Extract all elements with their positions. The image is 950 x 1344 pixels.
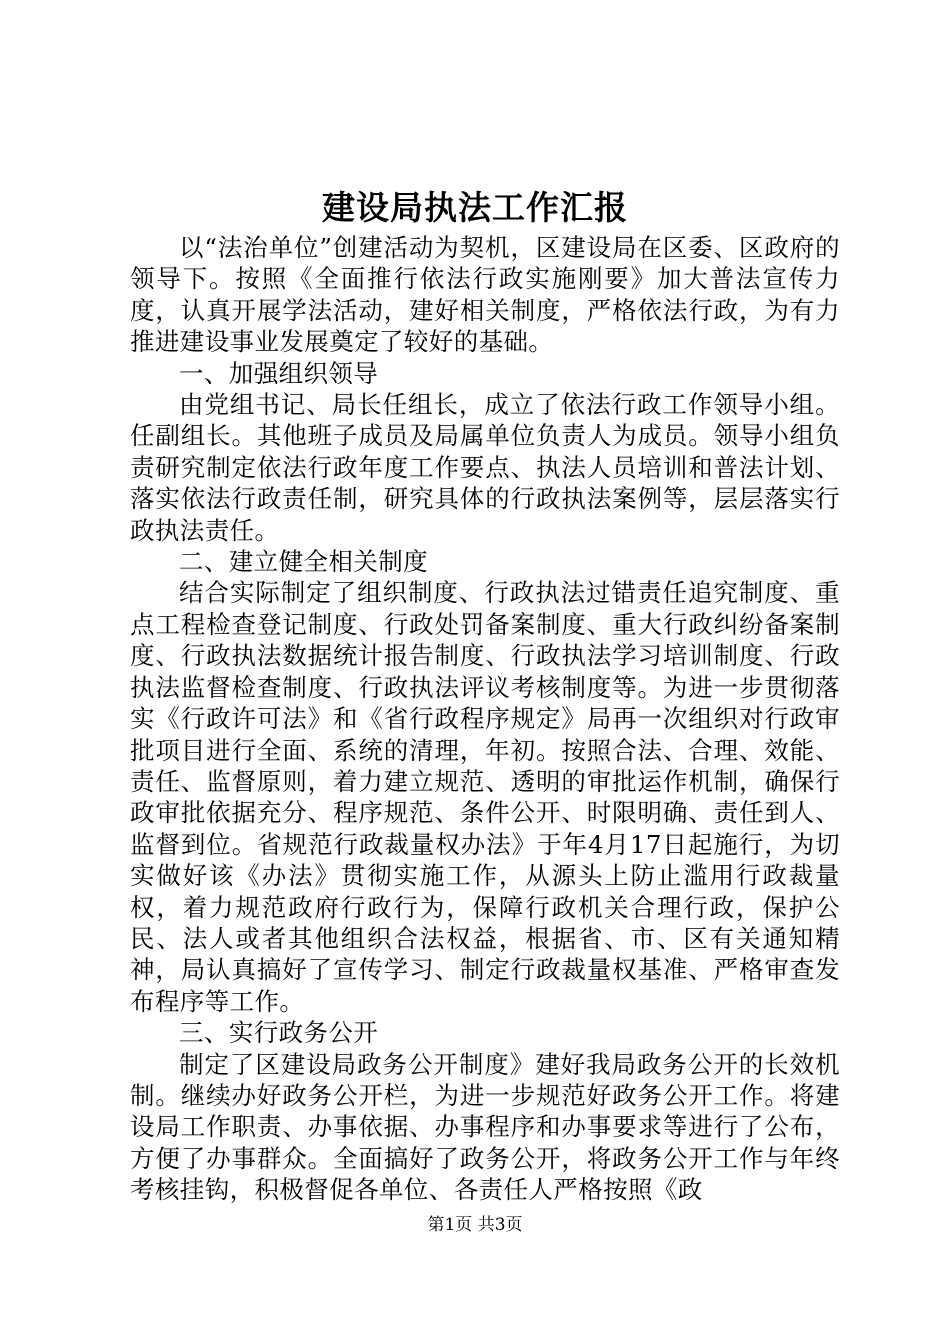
section-paragraph-2: 结合实际制定了组织制度、行政执法过错责任追究制度、重点工程检查登记制度、行政处罚备案制度、重大行政纠纷备案制度、行政执法数据统计报告制度、行政执法学习培训制度、行政执法监督检查制度、行政执法评议考核制度等。为进一步贯彻落实《行政许可法》和《省行政程序规定》局再一次组织对行政审批项目进行全面、系统的清理，年初。按照合法、合理、效能、责任、监督原则，着力建立规范、透明的审批运作机制，确保行政审批依据充分、程序规范、条件公开、时限明确、责任到人、监督到位。省规范行政裁量权办法》于年4月17日起施行，为切实做好该《办法》贯彻实施工作，从源头上防止滥用行政裁量权，着力规范政府行政行为，保障行政机关合理行政，保护公民、法人或者其他组织合法权益，根据省、市、区有关通知精神，局认真搞好了宣传学习、制定行政裁量权基准、严格审查发布程序等工作。	[130, 578, 840, 1016]
document-body	[130, 232, 840, 1206]
page-footer: 第1页 共3页	[427, 1215, 523, 1235]
section-heading-1: 一、加强组织领导	[179, 358, 379, 388]
section-paragraph-1: 由党组书记、局长任组长，成立了依法行政工作领导小组。任副组长。其他班子成员及局属单位负责人为成员。领导小组负责研究制定依法行政年度工作要点、执法人员培训和普法计划、落实依法行政责任制，研究具体的行政执法案例等，层层落实行政执法责任。	[130, 390, 840, 545]
intro-paragraph: 以“法治单位”创建活动为契机，区建设局在区委、区政府的领导下。按照《全面推行依法行政实施刚要》加大普法宣传力度，认真开展学法活动，建好相关制度，严格依法行政，为有力推进建设事业发展奠定了较好的基础。	[130, 233, 840, 357]
document-title: 建设局执法工作汇报	[322, 188, 628, 227]
section-heading-3: 三、实行政务公开	[179, 1018, 379, 1048]
section-heading-2: 二、建立健全相关制度	[179, 547, 428, 577]
section-paragraph-3: 制定了区建设局政务公开制度》建好我局政务公开的长效机制。继续办好政务公开栏，为进一步规范好政务公开工作。将建设局工作职责、办事依据、办事程序和办事要求等进行了公布，方便了办事群众。全面搞好了政务公开，将政务公开工作与年终考核挂钩，积极督促各单位、各责任人严格按照《政	[130, 1049, 840, 1205]
